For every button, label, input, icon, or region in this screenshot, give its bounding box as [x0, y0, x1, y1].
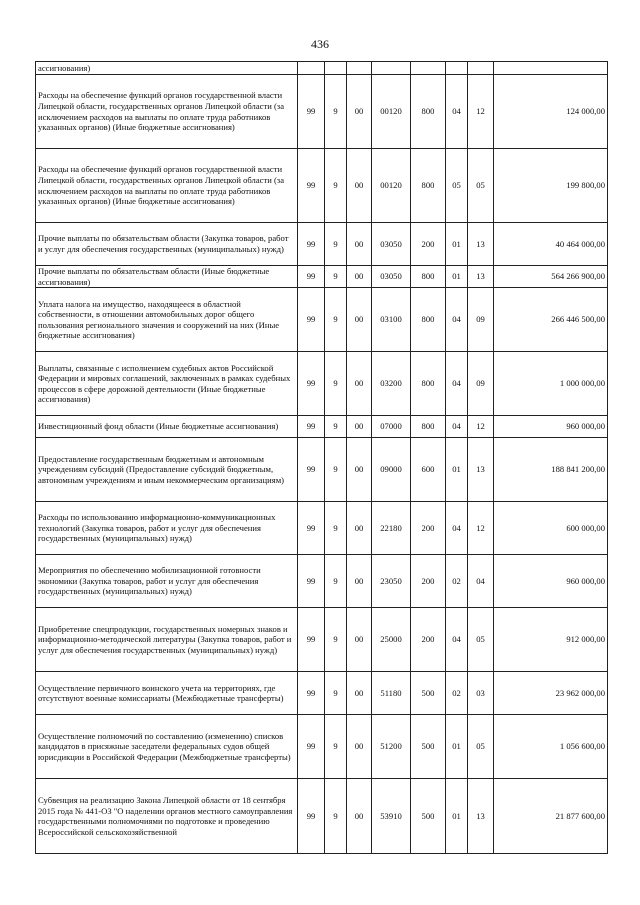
row-code-c6: 04 — [446, 416, 468, 438]
row-code-c4: 00120 — [372, 149, 411, 223]
row-description: Осуществление полномочий по составлению (изменению) списков кандидатов в присяжные заседатели федеральных судов общей юрисдикции в Российской Федерации (Межбюджетные трансферты) — [36, 715, 298, 779]
row-code-c6: 04 — [446, 502, 468, 555]
row-code-c7: 12 — [468, 502, 494, 555]
row-description: Инвестиционный фонд области (Иные бюджетные ассигнования) — [36, 416, 298, 438]
row-code-c7: 13 — [468, 779, 494, 854]
row-code-c7: 13 — [468, 223, 494, 266]
row-amount: 600 000,00 — [494, 502, 608, 555]
row-code-c6: 04 — [446, 352, 468, 416]
row-code-c6 — [446, 62, 468, 75]
row-code-c6: 01 — [446, 438, 468, 502]
row-amount: 564 266 900,00 — [494, 266, 608, 288]
row-code-c4: 03050 — [372, 266, 411, 288]
row-amount: 1 000 000,00 — [494, 352, 608, 416]
row-description: Прочие выплаты по обязательствам области (Иные бюджетные ассигнования) — [36, 266, 298, 288]
row-code-c5: 800 — [411, 75, 446, 149]
row-code-c1: 99 — [298, 715, 325, 779]
row-description: Субвенция на реализацию Закона Липецкой области от 18 сентября 2015 года № 441-ОЗ "О наделении органов местного самоуправления государственными полномочиями по подготовке и проведению Всероссийской сельскохозяйственной — [36, 779, 298, 854]
row-code-c1: 99 — [298, 608, 325, 672]
row-code-c5: 500 — [411, 672, 446, 715]
row-description: Предоставление государственным бюджетным и автономным учреждениям субсидий (Предоставление субсидий бюджетным, автономным учреждениям и иным некоммерческим организациям) — [36, 438, 298, 502]
row-code-c2: 9 — [325, 555, 347, 608]
row-code-c3: 00 — [347, 438, 372, 502]
row-code-c4: 03050 — [372, 223, 411, 266]
row-code-c7: 05 — [468, 715, 494, 779]
row-code-c4: 00120 — [372, 75, 411, 149]
table-row — [36, 779, 608, 854]
row-amount: 23 962 000,00 — [494, 672, 608, 715]
row-amount: 199 800,00 — [494, 149, 608, 223]
row-code-c3: 00 — [347, 266, 372, 288]
row-code-c4: 51180 — [372, 672, 411, 715]
table-row — [36, 672, 608, 715]
row-code-c2: 9 — [325, 502, 347, 555]
row-code-c4 — [372, 62, 411, 75]
row-code-c4: 51200 — [372, 715, 411, 779]
row-code-c7: 13 — [468, 266, 494, 288]
row-description: Расходы на обеспечение функций органов государственной власти Липецкой области, государственных органов Липецкой области (за исключением расходов на выплаты по оплате труда работников указанных органов) (Иные бюджетные ассигнования) — [36, 149, 298, 223]
row-code-c1: 99 — [298, 672, 325, 715]
row-code-c4: 23050 — [372, 555, 411, 608]
row-code-c5: 500 — [411, 779, 446, 854]
table-row — [36, 352, 608, 416]
row-code-c1: 99 — [298, 779, 325, 854]
row-amount: 960 000,00 — [494, 416, 608, 438]
row-description: Выплаты, связанные с исполнением судебных актов Российской Федерации и мировых соглашений, заключенных в рамках судебных процессов в сфере дорожной деятельности (Иные бюджетные ассигнования) — [36, 352, 298, 416]
row-code-c7: 03 — [468, 672, 494, 715]
table-row — [36, 416, 608, 438]
row-code-c5: 800 — [411, 266, 446, 288]
page-number: 436 — [311, 37, 329, 51]
row-code-c3: 00 — [347, 149, 372, 223]
row-code-c3 — [347, 62, 372, 75]
row-code-c3: 00 — [347, 555, 372, 608]
table-row — [36, 288, 608, 352]
table-row — [36, 223, 608, 266]
row-code-c7: 05 — [468, 608, 494, 672]
row-code-c1: 99 — [298, 75, 325, 149]
row-description: Расходы по использованию информационно-коммуникационных технологий (Закупка товаров, работ и услуг для обеспечения государственных (муниципальных) нужд) — [36, 502, 298, 555]
budget-table — [35, 61, 608, 854]
row-description: Расходы на обеспечение функций органов государственной власти Липецкой области, государственных органов Липецкой области (за исключением расходов на выплаты по оплате труда работников указанных органов) (Иные бюджетные ассигнования) — [36, 75, 298, 149]
row-code-c3: 00 — [347, 608, 372, 672]
row-code-c1: 99 — [298, 223, 325, 266]
row-amount: 1 056 600,00 — [494, 715, 608, 779]
row-description: Приобретение спецпродукции, государственных номерных знаков и информационно-методической литературы (Закупка товаров, работ и услуг для обеспечения государственных (муниципальных) нужд) — [36, 608, 298, 672]
row-code-c3: 00 — [347, 352, 372, 416]
row-code-c2: 9 — [325, 608, 347, 672]
row-code-c6: 04 — [446, 608, 468, 672]
row-code-c1: 99 — [298, 416, 325, 438]
row-code-c2: 9 — [325, 352, 347, 416]
row-code-c7: 09 — [468, 352, 494, 416]
row-code-c1: 99 — [298, 352, 325, 416]
row-code-c5: 200 — [411, 608, 446, 672]
row-code-c2: 9 — [325, 223, 347, 266]
table-row — [36, 438, 608, 502]
row-amount: 21 877 600,00 — [494, 779, 608, 854]
row-code-c7: 04 — [468, 555, 494, 608]
row-code-c2: 9 — [325, 149, 347, 223]
row-code-c3: 00 — [347, 715, 372, 779]
row-code-c2: 9 — [325, 288, 347, 352]
row-code-c1: 99 — [298, 555, 325, 608]
row-code-c6: 02 — [446, 672, 468, 715]
row-code-c4: 03200 — [372, 352, 411, 416]
row-code-c1: 99 — [298, 149, 325, 223]
row-code-c7: 13 — [468, 438, 494, 502]
row-code-c5: 800 — [411, 416, 446, 438]
table-row — [36, 62, 608, 75]
table-row — [36, 555, 608, 608]
row-code-c1: 99 — [298, 288, 325, 352]
row-code-c3: 00 — [347, 502, 372, 555]
row-code-c1: 99 — [298, 502, 325, 555]
row-description: Мероприятия по обеспечению мобилизационной готовности экономики (Закупка товаров, работ и услуг для обеспечения государственных (муниципальных) нужд) — [36, 555, 298, 608]
row-code-c2: 9 — [325, 779, 347, 854]
row-code-c5: 200 — [411, 555, 446, 608]
table-row — [36, 266, 608, 288]
row-amount: 124 000,00 — [494, 75, 608, 149]
table-row — [36, 75, 608, 149]
row-code-c4: 03100 — [372, 288, 411, 352]
row-code-c5: 800 — [411, 149, 446, 223]
row-code-c2 — [325, 62, 347, 75]
row-code-c5: 200 — [411, 502, 446, 555]
row-code-c4: 25000 — [372, 608, 411, 672]
row-amount: 912 000,00 — [494, 608, 608, 672]
row-code-c4: 22180 — [372, 502, 411, 555]
row-code-c3: 00 — [347, 75, 372, 149]
row-amount: 960 000,00 — [494, 555, 608, 608]
row-code-c1: 99 — [298, 438, 325, 502]
row-code-c2: 9 — [325, 715, 347, 779]
row-code-c5: 800 — [411, 288, 446, 352]
row-description: ассигнования) — [36, 62, 298, 75]
row-code-c1 — [298, 62, 325, 75]
row-code-c6: 01 — [446, 266, 468, 288]
row-code-c6: 01 — [446, 223, 468, 266]
row-code-c2: 9 — [325, 75, 347, 149]
row-code-c6: 01 — [446, 779, 468, 854]
row-amount — [494, 62, 608, 75]
table-row — [36, 715, 608, 779]
row-code-c3: 00 — [347, 779, 372, 854]
row-code-c7: 09 — [468, 288, 494, 352]
row-code-c5: 500 — [411, 715, 446, 779]
row-code-c2: 9 — [325, 672, 347, 715]
row-code-c3: 00 — [347, 672, 372, 715]
row-code-c4: 09000 — [372, 438, 411, 502]
row-code-c6: 05 — [446, 149, 468, 223]
row-code-c3: 00 — [347, 416, 372, 438]
row-code-c5: 800 — [411, 352, 446, 416]
row-code-c5: 200 — [411, 223, 446, 266]
row-code-c5: 600 — [411, 438, 446, 502]
row-code-c4: 07000 — [372, 416, 411, 438]
row-description: Осуществление первичного воинского учета на территориях, где отсутствуют военные комиссариаты (Межбюджетные трансферты) — [36, 672, 298, 715]
table-row — [36, 502, 608, 555]
row-code-c2: 9 — [325, 266, 347, 288]
row-code-c6: 04 — [446, 75, 468, 149]
row-code-c7: 12 — [468, 416, 494, 438]
row-code-c1: 99 — [298, 266, 325, 288]
table-row — [36, 608, 608, 672]
row-amount: 266 446 500,00 — [494, 288, 608, 352]
row-code-c7 — [468, 62, 494, 75]
row-amount: 40 464 000,00 — [494, 223, 608, 266]
row-description: Уплата налога на имущество, находящееся в областной собственности, в отношении автомобильных дорог общего пользования регионального значения и сооружений на них (Иные бюджетные ассигнования) — [36, 288, 298, 352]
table-row — [36, 149, 608, 223]
row-code-c6: 02 — [446, 555, 468, 608]
row-code-c3: 00 — [347, 288, 372, 352]
row-code-c7: 05 — [468, 149, 494, 223]
row-code-c5 — [411, 62, 446, 75]
row-code-c6: 04 — [446, 288, 468, 352]
row-description: Прочие выплаты по обязательствам области (Закупка товаров, работ и услуг для обеспечения государственных (муниципальных) нужд) — [36, 223, 298, 266]
row-code-c2: 9 — [325, 438, 347, 502]
row-code-c3: 00 — [347, 223, 372, 266]
row-code-c4: 53910 — [372, 779, 411, 854]
row-code-c2: 9 — [325, 416, 347, 438]
row-code-c7: 12 — [468, 75, 494, 149]
row-code-c6: 01 — [446, 715, 468, 779]
row-amount: 188 841 200,00 — [494, 438, 608, 502]
